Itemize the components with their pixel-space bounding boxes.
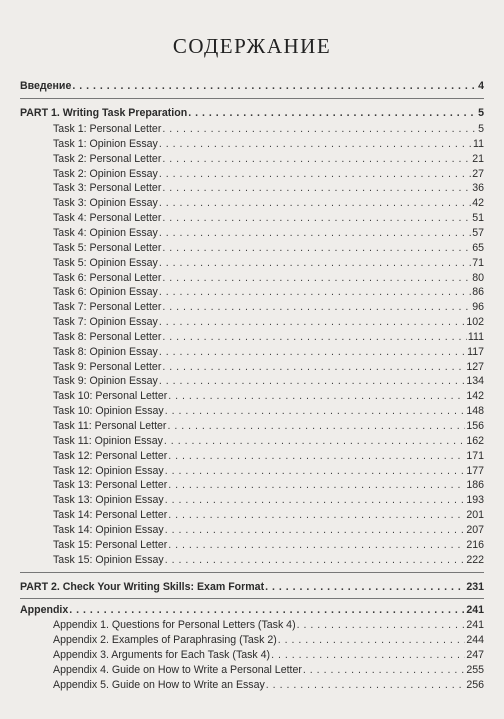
toc-entry-page: 241 (466, 604, 484, 616)
toc-subentry-label: Task 14: Opinion Essay (53, 523, 164, 536)
toc-subentry[interactable] (53, 241, 484, 256)
leader-dots (167, 419, 465, 434)
toc-subentry[interactable] (53, 256, 484, 271)
toc-subentry-page: 193 (466, 494, 484, 507)
toc-subentry[interactable] (53, 663, 484, 678)
toc-subentry-page: 256 (466, 678, 484, 691)
leader-dots (162, 330, 467, 345)
toc-subentry-label: Task 8: Opinion Essay (53, 345, 158, 358)
toc-subentry-label: Task 1: Opinion Essay (53, 137, 158, 150)
toc-subentry-page: 11 (473, 137, 484, 150)
toc-subentry[interactable] (53, 345, 484, 360)
toc-subentry-page: 111 (467, 330, 484, 343)
leader-dots (271, 648, 465, 663)
toc-subentry-label: Task 8: Personal Letter (53, 330, 162, 343)
toc-subentry-label: Task 6: Personal Letter (53, 271, 162, 284)
toc-subentry[interactable] (53, 152, 484, 167)
leader-dots (162, 122, 477, 137)
toc-subentry[interactable] (53, 618, 484, 633)
leader-dots (265, 580, 465, 595)
leader-dots (159, 167, 471, 182)
toc-subentry-label: Task 10: Personal Letter (53, 390, 168, 403)
toc-subentry[interactable] (53, 360, 484, 375)
toc-subentry-page: 134 (466, 375, 484, 388)
toc-subentry-page: 27 (472, 167, 484, 180)
toc-subentry-label: Appendix 2. Examples of Paraphrasing (Task 2) (53, 633, 277, 646)
toc-subentry-page: 177 (466, 464, 484, 477)
toc-subentry-page: 207 (466, 523, 484, 536)
toc-subentry-label: Task 12: Opinion Essay (53, 464, 164, 477)
toc-subentry-label: Task 12: Personal Letter (53, 449, 168, 462)
leader-dots (278, 633, 466, 648)
toc-subentry-page: 65 (472, 241, 484, 254)
toc-subentry-label: Task 9: Personal Letter (53, 360, 162, 373)
toc-subentry-label: Task 1: Personal Letter (53, 123, 162, 135)
leader-dots (168, 508, 465, 523)
toc-subentry-page: 57 (472, 226, 484, 239)
toc-subentry-label: Task 15: Personal Letter (53, 538, 168, 551)
leader-dots (162, 152, 471, 167)
toc-subentry-label: Task 14: Personal Letter (53, 509, 168, 522)
leader-dots (188, 106, 477, 121)
toc-entry-part1[interactable] (20, 106, 484, 121)
toc-subentry-page: 102 (466, 316, 484, 329)
toc-subentry-label: Task 11: Opinion Essay (53, 434, 163, 447)
toc-subentry[interactable] (53, 137, 484, 152)
toc-subentry-label: Task 3: Personal Letter (53, 182, 162, 195)
toc-entry-part2[interactable] (20, 580, 484, 595)
toc-entry-page: 5 (478, 107, 484, 119)
toc-subentry-page: 21 (472, 152, 484, 165)
leader-dots (164, 434, 465, 449)
toc-subentry-page: 171 (466, 449, 484, 462)
toc-subentry-page: 96 (472, 301, 484, 314)
toc-entry-appendix[interactable] (20, 603, 484, 618)
toc-subentry-page: 247 (466, 648, 484, 661)
leader-dots (72, 79, 477, 94)
leader-dots (162, 360, 465, 375)
mid-divider (20, 572, 484, 573)
toc-subentry-label: Appendix 5. Guide on How to Write an Essay (53, 678, 265, 691)
toc-subentry-label: Task 7: Opinion Essay (53, 316, 158, 329)
toc-subentry[interactable] (53, 374, 484, 389)
leader-dots (162, 181, 471, 196)
toc-subentry-page: 127 (466, 360, 484, 373)
toc-subentry[interactable] (53, 553, 484, 568)
leader-dots (162, 211, 471, 226)
toc-subentry-label: Task 9: Opinion Essay (53, 375, 158, 388)
toc-subentry[interactable] (53, 464, 484, 479)
toc-subentry[interactable] (53, 389, 484, 404)
leader-dots (162, 300, 471, 315)
leader-dots (159, 256, 471, 271)
leader-dots (266, 678, 466, 693)
leader-dots (165, 553, 466, 568)
toc-subentry[interactable] (53, 315, 484, 330)
toc-subentry-page: 51 (472, 212, 484, 225)
toc-subentry-label: Task 2: Personal Letter (53, 152, 162, 165)
toc-subentry-page: 244 (466, 633, 484, 646)
leader-dots (168, 478, 465, 493)
leader-dots (159, 374, 466, 389)
leader-dots (297, 618, 466, 633)
toc-subentry-label: Task 13: Opinion Essay (53, 494, 164, 507)
toc-subentry-label: Task 11: Personal Letter (53, 420, 167, 432)
toc-subentry[interactable] (53, 633, 484, 648)
toc-entry-intro[interactable] (20, 79, 484, 94)
leader-dots (159, 285, 471, 300)
toc-entry-page: 4 (478, 80, 484, 92)
toc-subentry[interactable] (53, 404, 484, 419)
toc-subentry-label: Task 10: Opinion Essay (53, 405, 164, 418)
toc-subentry[interactable] (53, 300, 484, 315)
leader-dots (165, 493, 466, 508)
toc-subentry-page: 186 (466, 479, 484, 492)
leader-dots (159, 226, 471, 241)
toc-subentry[interactable] (53, 285, 484, 300)
toc-subentry[interactable] (53, 538, 484, 553)
toc-subentry-label: Task 6: Opinion Essay (53, 286, 158, 299)
toc-subentry[interactable] (53, 523, 484, 538)
toc-subentry-page: 80 (472, 271, 484, 284)
toc-subentry-page: 201 (466, 509, 484, 522)
toc-subentry-page: 36 (472, 182, 484, 195)
toc-subentry-page: 86 (472, 286, 484, 299)
toc-entry-label: PART 1. Writing Task Preparation (20, 107, 188, 119)
toc-subentry[interactable] (53, 678, 484, 693)
toc-subentry-label: Task 13: Personal Letter (53, 479, 168, 492)
toc-subentry[interactable] (53, 449, 484, 464)
toc-subentry-page: 162 (466, 434, 484, 447)
toc-subentry[interactable] (53, 226, 484, 241)
toc-subentry[interactable] (53, 330, 484, 345)
toc-subentry-label: Appendix 1. Questions for Personal Letters (Task 4) (53, 619, 296, 631)
page-title: СОДЕРЖАНИЕ (172, 34, 332, 58)
toc-subentry-page: 142 (466, 390, 484, 403)
toc-subentry-label: Appendix 4. Guide on How to Write a Personal Letter (53, 663, 302, 676)
leader-dots (165, 404, 466, 419)
toc-subentry[interactable] (53, 508, 484, 523)
toc-subentry-page: 71 (472, 256, 484, 269)
leader-dots (162, 241, 471, 256)
toc-subentry[interactable] (53, 271, 484, 286)
toc-subentry[interactable] (53, 434, 484, 449)
toc-subentry-label: Appendix 3. Arguments for Each Task (Task 4) (53, 648, 271, 661)
leader-dots (159, 315, 466, 330)
toc-subentry[interactable] (53, 211, 484, 226)
toc-entry-page: 231 (466, 581, 484, 593)
leader-dots (168, 389, 465, 404)
toc-subentry[interactable] (53, 648, 484, 663)
toc-subentry-label: Task 15: Opinion Essay (53, 553, 164, 566)
toc-subentry-page: 241 (466, 619, 484, 631)
toc-subentry-page: 222 (466, 553, 484, 566)
toc-subentry-label: Task 5: Personal Letter (53, 241, 162, 254)
toc-subentry-page: 117 (467, 345, 484, 358)
toc-subentry-label: Task 4: Opinion Essay (53, 226, 158, 239)
toc-entry-label: Введение (20, 80, 72, 92)
toc-subentry[interactable] (53, 493, 484, 508)
toc-entry-label: PART 2. Check Your Writing Skills: Exam Format (20, 581, 265, 593)
toc-subentry[interactable] (53, 478, 484, 493)
toc-subentry-label: Task 2: Opinion Essay (53, 167, 158, 180)
leader-dots (159, 137, 472, 152)
toc-subentry-label: Task 5: Opinion Essay (53, 256, 158, 269)
leader-dots (69, 603, 465, 618)
lower-divider (20, 598, 484, 599)
toc-entry-label: Appendix (20, 604, 69, 616)
toc-subentry-page: 148 (466, 405, 484, 418)
toc-subentry-page: 216 (466, 538, 484, 551)
toc-subentry-label: Task 4: Personal Letter (53, 212, 162, 225)
toc-subentry[interactable] (53, 122, 484, 137)
leader-dots (159, 345, 466, 360)
toc-subentry[interactable] (53, 419, 484, 434)
leader-dots (168, 449, 465, 464)
toc-subentry-page: 156 (466, 420, 484, 432)
top-divider (20, 98, 484, 99)
leader-dots (165, 523, 466, 538)
leader-dots (165, 464, 466, 479)
leader-dots (168, 538, 465, 553)
toc-subentry-label: Task 7: Personal Letter (53, 301, 162, 314)
leader-dots (303, 663, 465, 678)
toc-subentry-label: Task 3: Opinion Essay (53, 197, 158, 210)
toc-subentry[interactable] (53, 167, 484, 182)
toc-subentry-page: 5 (478, 123, 484, 135)
leader-dots (159, 196, 471, 211)
toc-subentry-page: 255 (466, 663, 484, 676)
toc-subentry[interactable] (53, 196, 484, 211)
toc-subentry-page: 42 (472, 197, 484, 210)
leader-dots (162, 271, 471, 286)
toc-subentry[interactable] (53, 181, 484, 196)
